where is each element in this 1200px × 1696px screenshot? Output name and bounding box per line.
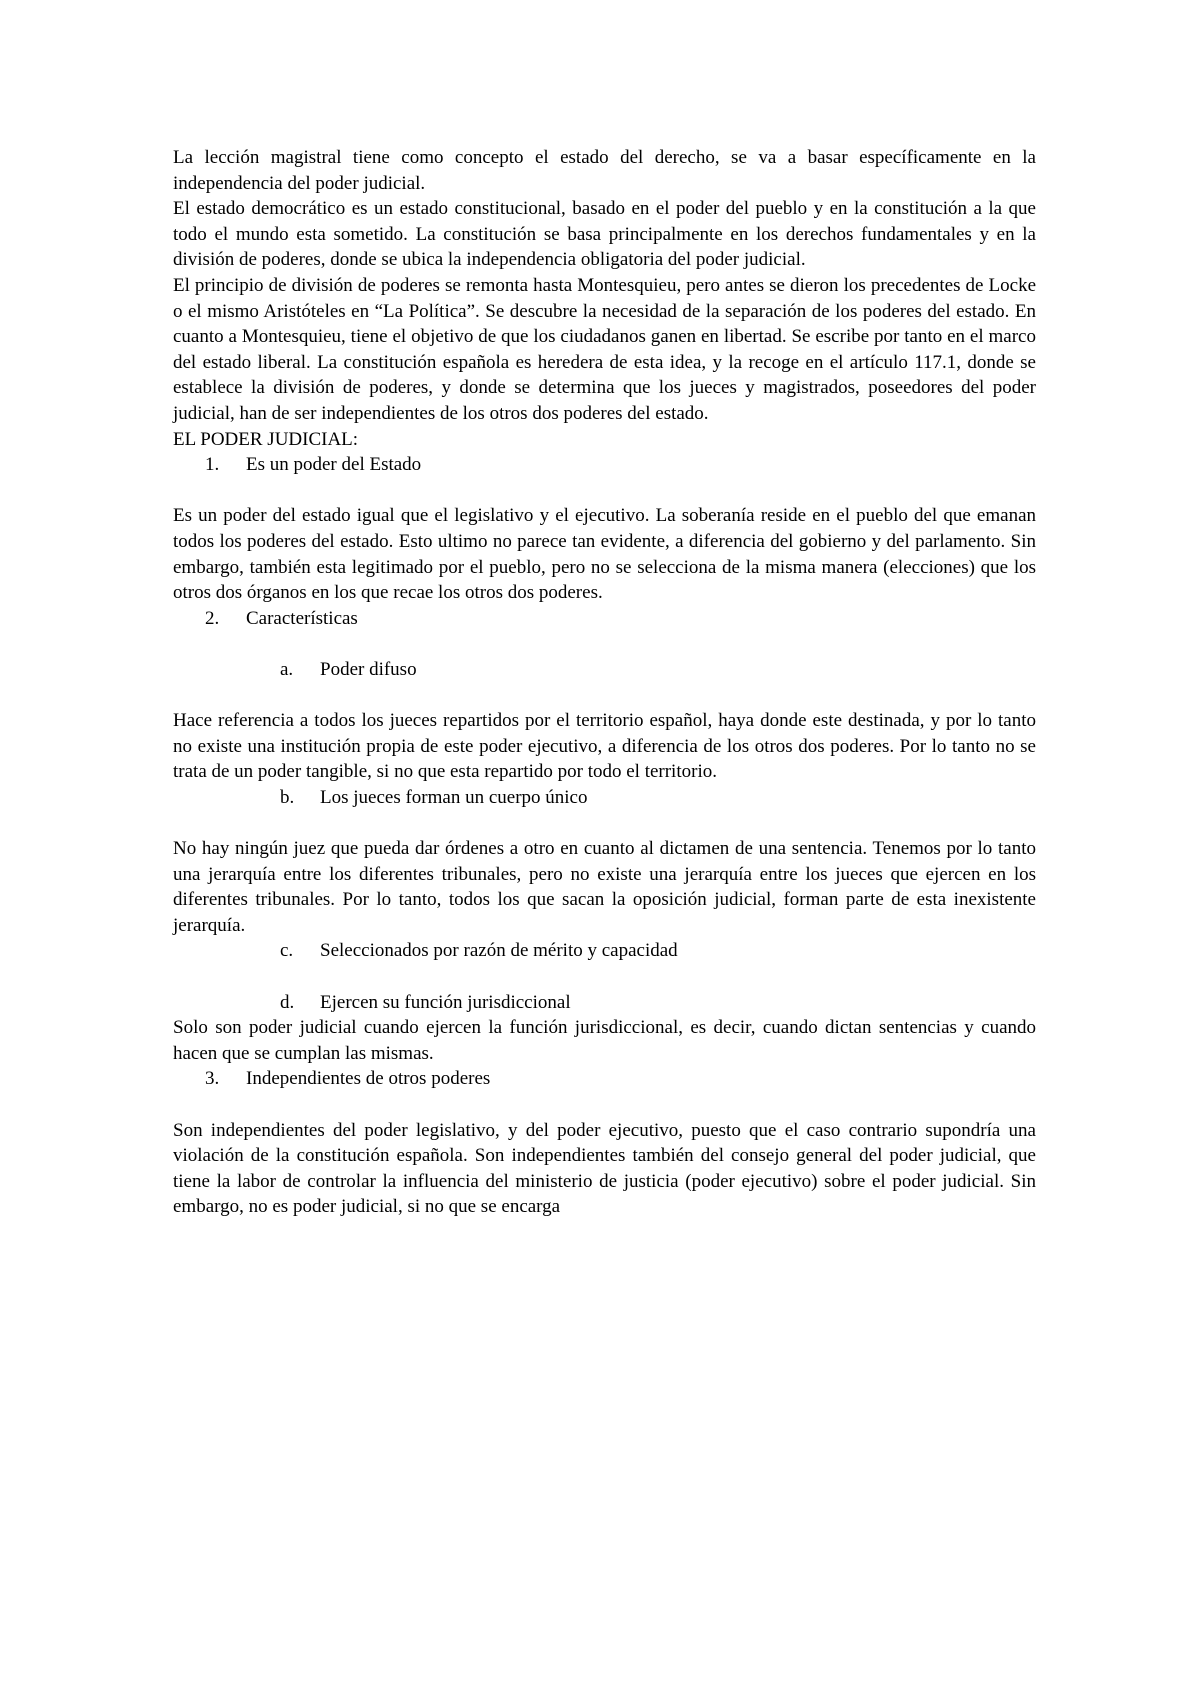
sublist-item-body: Solo son poder judicial cuando ejercen la función jurisdiccional, es decir, cuando dictan sentencias y cuando hacen que se cumplan las mismas. [173,1017,1036,1064]
sublist-item-title: Seleccionados por razón de mérito y capacidad [320,940,678,962]
sublist-item-c [173,938,1036,964]
list-item-title: Características [246,607,358,629]
sublist-item-b [173,785,1036,811]
sublist-item-body: Hace referencia a todos los jueces repartidos por el territorio español, haya donde este destinada, y por lo tanto no existe una institución propia de este poder ejecutivo, a diferencia de los otros dos poderes. Por lo tanto no se trata de un poder tangible, si no que esta repartido por todo el territorio. [173,710,1036,783]
list-item-title: Independientes de otros poderes [246,1068,491,1090]
list-item-3 [173,1066,1036,1092]
list-number: 2. [205,607,220,629]
sublist-item-a [173,657,1036,683]
sublist-item-body: No hay ningún juez que pueda dar órdenes a otro en cuanto al dictamen de una sentencia. Tenemos por lo tanto una jerarquía entre los diferentes tribunales, pero no existe una jerarquía entre los jueces que ejercen en los diferentes tribunales. Por lo tanto, todos los que sacan la oposición judicial, forman parte de esta inexistente jerarquía. [173,838,1036,936]
intro-paragraph: La lección magistral tiene como concepto el estado del derecho, se va a basar específicamente en la independencia del poder judicial. [173,147,1036,194]
sublist-letter: d. [280,991,295,1013]
list-item-body: Son independientes del poder legislativo, y del poder ejecutivo, puesto que el caso contrario supondría una violación de la constitución española. Son independientes también del consejo general del poder judicial, que tiene la labor de controlar la influencia del ministerio de justicia (poder ejecutivo) sobre el poder judicial. Sin embargo, no es poder judicial, si no que se encarga [173,1119,1036,1218]
democratic-state-paragraph: El estado democrático es un estado constitucional, basado en el poder del pueblo y en la constitución a la que todo el mundo esta sometido. La constitución se basa principalmente en los derechos fundamentales y en la división de poderes, donde se ubica la independencia obligatoria del poder judicial. [173,198,1036,271]
list-item-1 [173,452,1036,478]
sublist-item-title: Ejercen su función jurisdiccional [320,991,571,1013]
sublist-item-title: Poder difuso [320,658,417,680]
document-page [173,145,1036,1220]
sublist-letter: a. [280,658,294,680]
sublist-letter: b. [280,786,295,808]
list-number: 3. [205,1068,220,1090]
division-of-powers-paragraph: El principio de división de poderes se remonta hasta Montesquieu, pero antes se dieron los precedentes de Locke o el mismo Aristóteles en “La Política”. Se descubre la necesidad de la separación de los poderes del estado. En cuanto a Montesquieu, tiene el objetivo de que los ciudadanos ganen en libertad. Se escribe por tanto en el marco del estado liberal. La constitución española es heredera de esta idea, y la recoge en el artículo 117.1, donde se establece la división de poderes, y donde se determina que los jueces y magistrados, poseedores del poder judicial, han de ser independientes de los otros dos poderes del estado. [173,274,1036,424]
sublist-letter: c. [280,940,294,962]
list-item-title: Es un poder del Estado [246,454,422,476]
list-item-body: Es un poder del estado igual que el legislativo y el ejecutivo. La soberanía reside en el pueblo del que emanan todos los poderes del estado. Esto ultimo no parece tan evidente, a diferencia del gobierno y del parlamento. Sin embargo, también esta legitimado por el pueblo, pero no se selecciona de la misma manera (elecciones) que los otros dos órganos en los que recae los otros dos poderes. [173,505,1036,604]
sublist-item-d [173,990,1036,1016]
section-heading: EL PODER JUDICIAL: [173,428,359,450]
list-number: 1. [205,454,220,476]
sublist-item-title: Los jueces forman un cuerpo único [320,786,588,808]
list-item-2 [173,606,1036,632]
